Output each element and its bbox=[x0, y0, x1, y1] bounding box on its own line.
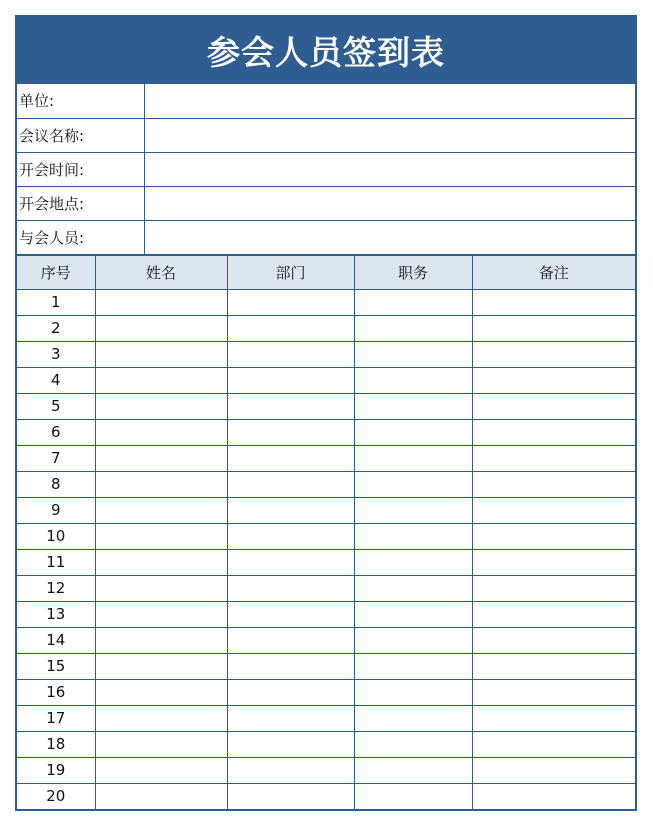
value-meeting-name[interactable] bbox=[144, 118, 635, 152]
row-number: 9 bbox=[17, 497, 95, 523]
position-cell[interactable] bbox=[354, 289, 472, 315]
name-cell[interactable] bbox=[95, 575, 227, 601]
remarks-cell[interactable] bbox=[472, 289, 635, 315]
remarks-cell[interactable] bbox=[472, 679, 635, 705]
remarks-cell[interactable] bbox=[472, 419, 635, 445]
remarks-cell[interactable] bbox=[472, 497, 635, 523]
name-cell[interactable] bbox=[95, 627, 227, 653]
label-attendees: 与会人员: bbox=[17, 220, 144, 254]
row-number: 20 bbox=[17, 783, 95, 809]
info-row-meeting-name bbox=[17, 118, 635, 152]
row-number: 17 bbox=[17, 705, 95, 731]
sign-in-sheet bbox=[15, 15, 637, 811]
remarks-cell[interactable] bbox=[472, 471, 635, 497]
name-cell[interactable] bbox=[95, 497, 227, 523]
row-number: 10 bbox=[17, 523, 95, 549]
attendance-rows bbox=[17, 289, 635, 809]
name-cell[interactable] bbox=[95, 315, 227, 341]
department-cell[interactable] bbox=[227, 393, 354, 419]
remarks-cell[interactable] bbox=[472, 549, 635, 575]
remarks-cell[interactable] bbox=[472, 393, 635, 419]
table-row bbox=[17, 445, 635, 471]
table-row bbox=[17, 471, 635, 497]
department-cell[interactable] bbox=[227, 445, 354, 471]
value-attendees[interactable] bbox=[144, 220, 635, 254]
name-cell[interactable] bbox=[95, 289, 227, 315]
table-row bbox=[17, 341, 635, 367]
meeting-info-table bbox=[17, 84, 635, 255]
value-meeting-time[interactable] bbox=[144, 152, 635, 186]
table-row bbox=[17, 289, 635, 315]
remarks-cell[interactable] bbox=[472, 341, 635, 367]
table-row bbox=[17, 549, 635, 575]
row-number: 6 bbox=[17, 419, 95, 445]
position-cell[interactable] bbox=[354, 575, 472, 601]
table-row bbox=[17, 705, 635, 731]
table-row bbox=[17, 679, 635, 705]
table-row bbox=[17, 523, 635, 549]
table-row bbox=[17, 367, 635, 393]
column-header-row bbox=[17, 255, 635, 289]
value-meeting-place[interactable] bbox=[144, 186, 635, 220]
label-meeting-place: 开会地点: bbox=[17, 186, 144, 220]
position-cell[interactable] bbox=[354, 341, 472, 367]
table-row bbox=[17, 783, 635, 809]
row-number: 14 bbox=[17, 627, 95, 653]
table-row bbox=[17, 315, 635, 341]
department-cell[interactable] bbox=[227, 367, 354, 393]
department-cell[interactable] bbox=[227, 419, 354, 445]
name-cell[interactable] bbox=[95, 783, 227, 809]
name-cell[interactable] bbox=[95, 601, 227, 627]
department-cell[interactable] bbox=[227, 783, 354, 809]
row-number: 7 bbox=[17, 445, 95, 471]
row-number: 4 bbox=[17, 367, 95, 393]
department-cell[interactable] bbox=[227, 601, 354, 627]
remarks-cell[interactable] bbox=[472, 653, 635, 679]
remarks-cell[interactable] bbox=[472, 705, 635, 731]
column-header-name: 姓名 bbox=[95, 255, 227, 289]
name-cell[interactable] bbox=[95, 445, 227, 471]
info-row-attendees bbox=[17, 220, 635, 254]
table-row bbox=[17, 653, 635, 679]
name-cell[interactable] bbox=[95, 471, 227, 497]
label-unit: 单位: bbox=[17, 84, 144, 118]
row-number: 12 bbox=[17, 575, 95, 601]
position-cell[interactable] bbox=[354, 523, 472, 549]
row-number: 19 bbox=[17, 757, 95, 783]
row-number: 2 bbox=[17, 315, 95, 341]
name-cell[interactable] bbox=[95, 679, 227, 705]
department-cell[interactable] bbox=[227, 653, 354, 679]
table-row bbox=[17, 497, 635, 523]
info-row-meeting-time bbox=[17, 152, 635, 186]
row-number: 16 bbox=[17, 679, 95, 705]
name-cell[interactable] bbox=[95, 393, 227, 419]
position-cell[interactable] bbox=[354, 549, 472, 575]
remarks-cell[interactable] bbox=[472, 601, 635, 627]
table-row bbox=[17, 601, 635, 627]
row-number: 5 bbox=[17, 393, 95, 419]
row-number: 1 bbox=[17, 289, 95, 315]
department-cell[interactable] bbox=[227, 523, 354, 549]
name-cell[interactable] bbox=[95, 731, 227, 757]
department-cell[interactable] bbox=[227, 549, 354, 575]
row-number: 3 bbox=[17, 341, 95, 367]
remarks-cell[interactable] bbox=[472, 731, 635, 757]
name-cell[interactable] bbox=[95, 523, 227, 549]
name-cell[interactable] bbox=[95, 653, 227, 679]
department-cell[interactable] bbox=[227, 757, 354, 783]
department-cell[interactable] bbox=[227, 705, 354, 731]
position-cell[interactable] bbox=[354, 627, 472, 653]
department-cell[interactable] bbox=[227, 471, 354, 497]
table-row bbox=[17, 627, 635, 653]
position-cell[interactable] bbox=[354, 419, 472, 445]
info-row-unit bbox=[17, 84, 635, 118]
position-cell[interactable] bbox=[354, 471, 472, 497]
name-cell[interactable] bbox=[95, 341, 227, 367]
position-cell[interactable] bbox=[354, 783, 472, 809]
department-cell[interactable] bbox=[227, 731, 354, 757]
table-row bbox=[17, 393, 635, 419]
row-number: 13 bbox=[17, 601, 95, 627]
table-row bbox=[17, 757, 635, 783]
label-meeting-time: 开会时间: bbox=[17, 152, 144, 186]
remarks-cell[interactable] bbox=[472, 783, 635, 809]
column-header-department: 部门 bbox=[227, 255, 354, 289]
table-row bbox=[17, 419, 635, 445]
department-cell[interactable] bbox=[227, 315, 354, 341]
value-unit[interactable] bbox=[144, 84, 635, 118]
name-cell[interactable] bbox=[95, 705, 227, 731]
row-number: 8 bbox=[17, 471, 95, 497]
remarks-cell[interactable] bbox=[472, 367, 635, 393]
attendance-table bbox=[17, 255, 635, 810]
position-cell[interactable] bbox=[354, 601, 472, 627]
department-cell[interactable] bbox=[227, 497, 354, 523]
department-cell[interactable] bbox=[227, 575, 354, 601]
position-cell[interactable] bbox=[354, 315, 472, 341]
department-cell[interactable] bbox=[227, 679, 354, 705]
column-header-position: 职务 bbox=[354, 255, 472, 289]
department-cell[interactable] bbox=[227, 341, 354, 367]
remarks-cell[interactable] bbox=[472, 757, 635, 783]
table-row bbox=[17, 575, 635, 601]
position-cell[interactable] bbox=[354, 653, 472, 679]
position-cell[interactable] bbox=[354, 705, 472, 731]
position-cell[interactable] bbox=[354, 445, 472, 471]
remarks-cell[interactable] bbox=[472, 445, 635, 471]
label-meeting-name: 会议名称: bbox=[17, 118, 144, 152]
position-cell[interactable] bbox=[354, 757, 472, 783]
name-cell[interactable] bbox=[95, 367, 227, 393]
info-row-meeting-place bbox=[17, 186, 635, 220]
department-cell[interactable] bbox=[227, 627, 354, 653]
remarks-cell[interactable] bbox=[472, 627, 635, 653]
sheet-title: 参会人员签到表 bbox=[17, 15, 635, 84]
name-cell[interactable] bbox=[95, 757, 227, 783]
remarks-cell[interactable] bbox=[472, 575, 635, 601]
name-cell[interactable] bbox=[95, 549, 227, 575]
position-cell[interactable] bbox=[354, 367, 472, 393]
department-cell[interactable] bbox=[227, 289, 354, 315]
row-number: 11 bbox=[17, 549, 95, 575]
column-header-seq: 序号 bbox=[17, 255, 95, 289]
row-number: 18 bbox=[17, 731, 95, 757]
position-cell[interactable] bbox=[354, 679, 472, 705]
remarks-cell[interactable] bbox=[472, 315, 635, 341]
position-cell[interactable] bbox=[354, 731, 472, 757]
position-cell[interactable] bbox=[354, 497, 472, 523]
column-header-remarks: 备注 bbox=[472, 255, 635, 289]
position-cell[interactable] bbox=[354, 393, 472, 419]
remarks-cell[interactable] bbox=[472, 523, 635, 549]
row-number: 15 bbox=[17, 653, 95, 679]
name-cell[interactable] bbox=[95, 419, 227, 445]
table-row bbox=[17, 731, 635, 757]
